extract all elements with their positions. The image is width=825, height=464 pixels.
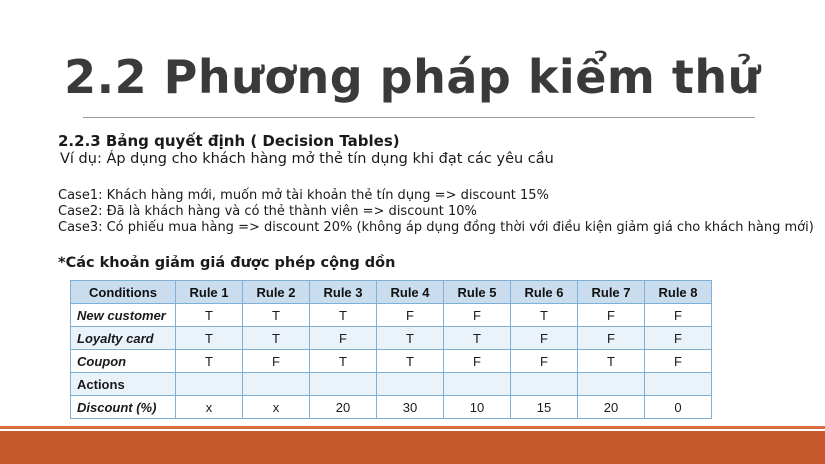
table-cell: 15	[511, 396, 578, 419]
table-cell	[444, 373, 511, 396]
table-row	[71, 373, 712, 396]
example-text: Ví dụ: Áp dụng cho khách hàng mở thẻ tín dụng khi đạt các yêu cầu	[60, 151, 554, 167]
table-header-cell: Rule 4	[377, 281, 444, 304]
table-cell: 0	[645, 396, 712, 419]
table-cell: F	[645, 350, 712, 373]
table-cell	[578, 373, 645, 396]
table-cell: F	[243, 350, 310, 373]
case-item: Case1: Khách hàng mới, muốn mở tài khoản thẻ tín dụng => discount 15%	[58, 188, 549, 203]
table-header-cell: Rule 5	[444, 281, 511, 304]
case-item: Case3: Có phiếu mua hàng => discount 20% (không áp dụng đồng thời với điều kiện giảm giá cho khách hàng mới)	[58, 220, 814, 235]
table-cell: F	[511, 327, 578, 350]
table-cell: T	[444, 327, 511, 350]
note-text: *Các khoản giảm giá được phép cộng dồn	[58, 255, 396, 271]
table-header-row	[71, 281, 712, 304]
table-cell: T	[176, 304, 243, 327]
table-cell: T	[243, 304, 310, 327]
table-cell: T	[243, 327, 310, 350]
table-cell	[310, 373, 377, 396]
table-cell: T	[310, 350, 377, 373]
table-cell: F	[444, 304, 511, 327]
table-cell: T	[310, 304, 377, 327]
decision-table	[70, 280, 712, 419]
title-divider	[83, 117, 755, 118]
table-cell	[243, 373, 310, 396]
table-cell: T	[511, 304, 578, 327]
row-label: Actions	[71, 373, 176, 396]
table-header-cell: Rule 8	[645, 281, 712, 304]
table-cell: 20	[578, 396, 645, 419]
table-header-cell: Rule 2	[243, 281, 310, 304]
table-row	[71, 304, 712, 327]
table-cell: 30	[377, 396, 444, 419]
table-cell: F	[645, 327, 712, 350]
table-row	[71, 350, 712, 373]
row-label: Discount (%)	[71, 396, 176, 419]
section-heading: 2.2.3 Bảng quyết định ( Decision Tables)	[58, 132, 400, 150]
footer-accent-bar	[0, 431, 825, 464]
table-cell: F	[578, 304, 645, 327]
table-header-cell: Conditions	[71, 281, 176, 304]
table-cell: T	[377, 327, 444, 350]
table-cell	[511, 373, 578, 396]
row-label: New customer	[71, 304, 176, 327]
table-header-cell: Rule 1	[176, 281, 243, 304]
row-label: Coupon	[71, 350, 176, 373]
table-cell: T	[377, 350, 444, 373]
table-cell: F	[578, 327, 645, 350]
table-header-cell: Rule 3	[310, 281, 377, 304]
table-cell	[176, 373, 243, 396]
table-cell: 20	[310, 396, 377, 419]
table-row	[71, 327, 712, 350]
case-item: Case2: Đã là khách hàng và có thẻ thành viên => discount 10%	[58, 204, 477, 219]
table-cell: x	[243, 396, 310, 419]
table-cell	[645, 373, 712, 396]
table-cell: x	[176, 396, 243, 419]
table-cell: F	[377, 304, 444, 327]
table-header-cell: Rule 7	[578, 281, 645, 304]
table-cell: F	[444, 350, 511, 373]
table-row	[71, 396, 712, 419]
table-cell: 10	[444, 396, 511, 419]
row-label: Loyalty card	[71, 327, 176, 350]
slide-title: 2.2 Phương pháp kiểm thử	[64, 50, 761, 104]
table-cell: F	[310, 327, 377, 350]
table-cell: F	[511, 350, 578, 373]
table-cell: T	[176, 350, 243, 373]
table-cell: T	[578, 350, 645, 373]
footer-accent-line	[0, 426, 825, 429]
table-header-cell: Rule 6	[511, 281, 578, 304]
table-cell	[377, 373, 444, 396]
table-cell: T	[176, 327, 243, 350]
case-list	[58, 188, 814, 236]
table-cell: F	[645, 304, 712, 327]
